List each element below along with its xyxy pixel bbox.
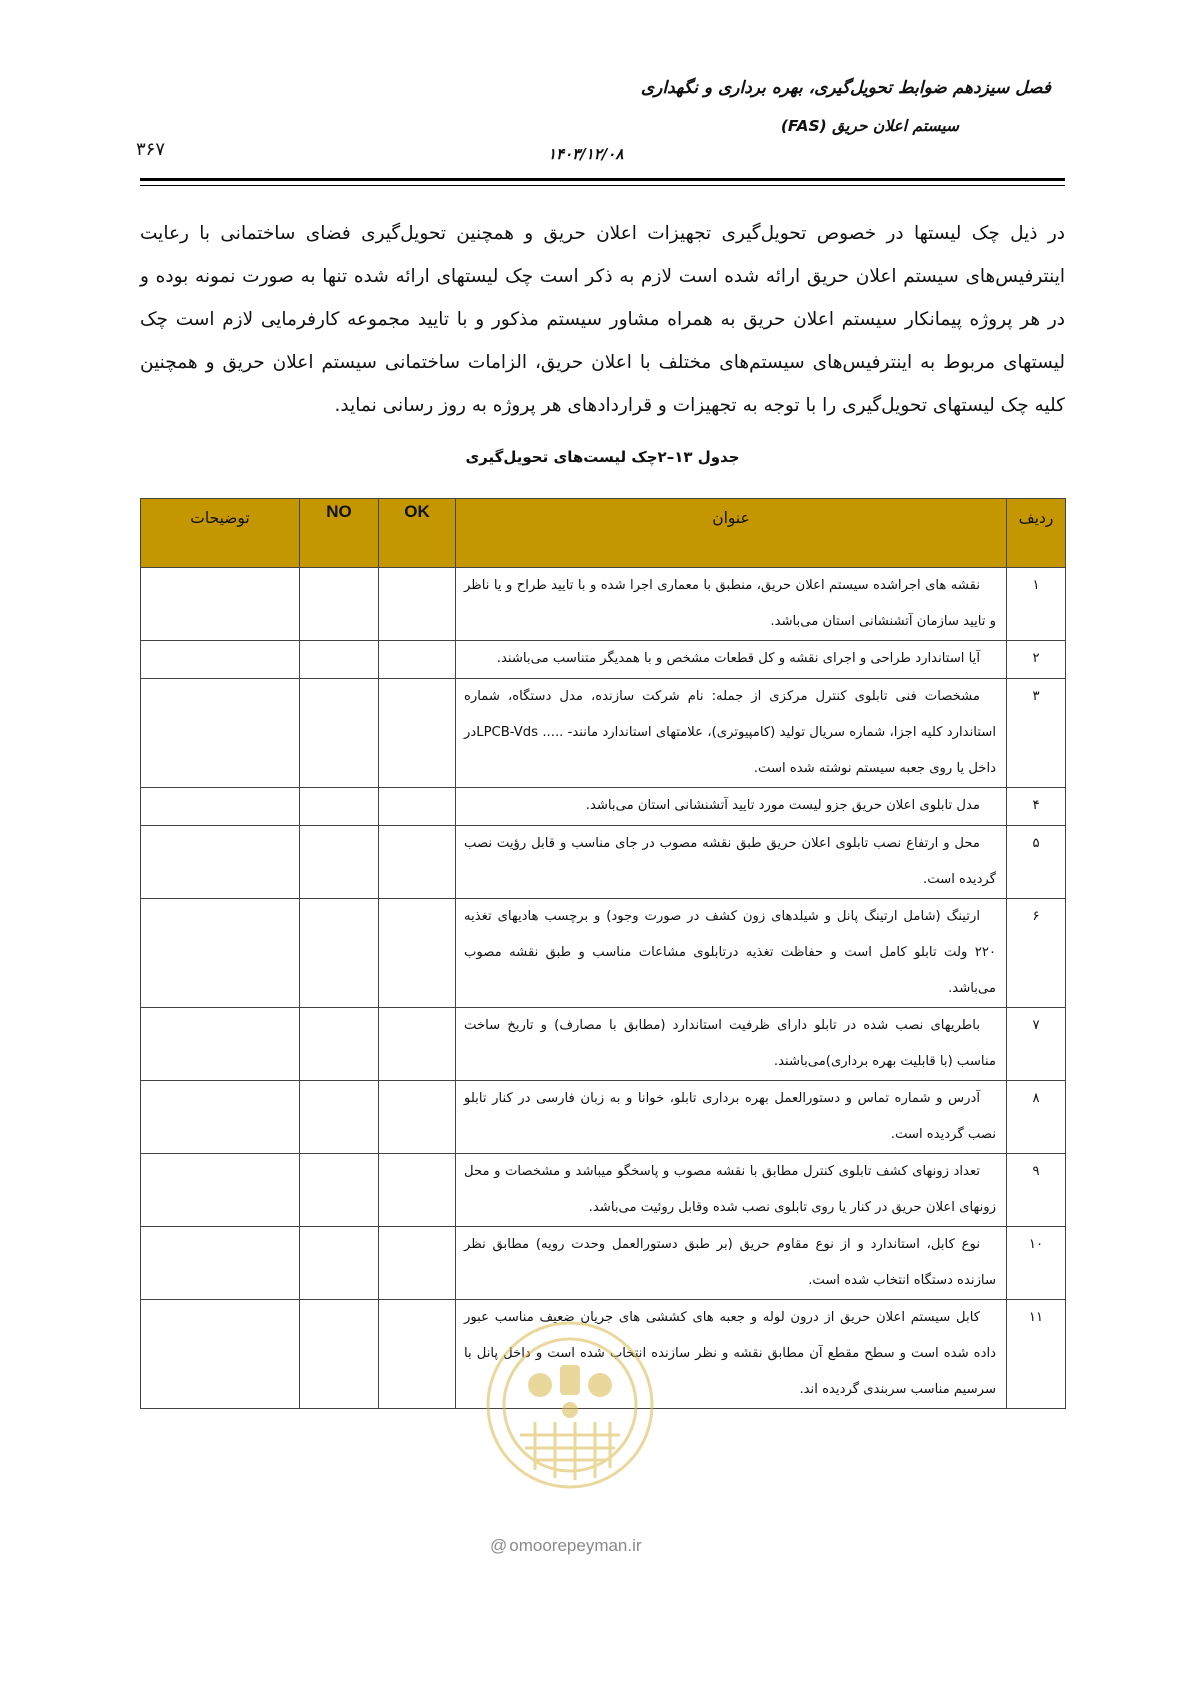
footer-website-text: omoorepeyman.ir (509, 1536, 642, 1555)
no-cell[interactable] (300, 1227, 379, 1300)
notes-cell[interactable] (141, 1300, 300, 1409)
table-header-row (141, 499, 1066, 568)
ok-cell[interactable] (379, 1227, 456, 1300)
row-number: ۶ (1007, 899, 1066, 1008)
row-title-cell (456, 1227, 1007, 1300)
notes-cell[interactable] (141, 899, 300, 1008)
row-title-cell (456, 1154, 1007, 1227)
row-number: ۹ (1007, 1154, 1066, 1227)
footer-website (490, 1536, 642, 1556)
row-number: ۸ (1007, 1081, 1066, 1154)
row-number: ۱۱ (1007, 1300, 1066, 1409)
table-row (141, 1008, 1066, 1081)
row-title-cell (456, 679, 1007, 788)
ok-cell[interactable] (379, 568, 456, 641)
header-rule-thick (140, 178, 1065, 181)
checklist-table (140, 498, 1066, 1409)
row-title: ارتینگ (شامل ارتینگ پانل و شیلدهای زون کشف در صورت وجود) و برچسب هادیهای تغذیه ۲۲۰ ولت تابلو کامل است و حفاظت تغذیه درتابلوی مشاعات مناسب و طبق نقشه مصوب می‌باشد. (464, 909, 996, 996)
no-cell[interactable] (300, 899, 379, 1008)
table-row (141, 899, 1066, 1008)
ok-cell[interactable] (379, 788, 456, 826)
row-number: ۲ (1007, 641, 1066, 679)
notes-cell[interactable] (141, 788, 300, 826)
notes-cell[interactable] (141, 679, 300, 788)
row-number: ۵ (1007, 826, 1066, 899)
row-title: نوع کابل، استاندارد و از نوع مقاوم حریق (بر طبق دستورالعمل وحدت رویه) مطابق نظر سازنده دستگاه انتخاب شده است. (464, 1237, 996, 1288)
row-title-cell (456, 826, 1007, 899)
row-number: ۷ (1007, 1008, 1066, 1081)
at-icon: @ (490, 1536, 508, 1555)
table-row (141, 679, 1066, 788)
ok-cell[interactable] (379, 679, 456, 788)
table-row (141, 568, 1066, 641)
header-title: عنوان (456, 499, 1007, 568)
row-title: مشخصات فنی تابلوی کنترل مرکزی از جمله: نام شرکت سازنده، مدل دستگاه، شماره استاندارد کلیه اجزا، شماره سریال تولید (کامپیوتری)، علامتهای استاندارد مانند- ..... LPCB-Vdsدر داخل یا روی جعبه سیستم نوشته شده است. (464, 689, 996, 776)
table-row (141, 641, 1066, 679)
row-number: ۱۰ (1007, 1227, 1066, 1300)
row-title-cell (456, 899, 1007, 1008)
no-cell[interactable] (300, 788, 379, 826)
no-cell[interactable] (300, 1300, 379, 1409)
notes-cell[interactable] (141, 568, 300, 641)
no-cell[interactable] (300, 568, 379, 641)
header-rule-thin (140, 185, 1065, 186)
table-caption: جدول ۱۳–۲چک لیست‌های تحویل‌گیری (465, 448, 740, 466)
no-cell[interactable] (300, 641, 379, 679)
header-no: NO (300, 499, 379, 568)
header-ok: OK (379, 499, 456, 568)
no-cell[interactable] (300, 1154, 379, 1227)
row-number: ۱ (1007, 568, 1066, 641)
row-title-cell (456, 568, 1007, 641)
chapter-title: فصل سیزدهم ضوابط تحویل‌گیری، بهره برداری و نگهداری (640, 78, 1051, 98)
header-notes: توضیحات (141, 499, 300, 568)
page-number: ۳۶۷ (136, 139, 166, 160)
row-title-cell (456, 788, 1007, 826)
ok-cell[interactable] (379, 899, 456, 1008)
section-title: سیستم اعلان حریق (FAS) (780, 117, 959, 135)
no-cell[interactable] (300, 679, 379, 788)
no-cell[interactable] (300, 826, 379, 899)
row-title-cell (456, 1008, 1007, 1081)
intro-paragraph: در ذیل چک لیستها در خصوص تحویل‌گیری تجهیزات اعلان حریق و همچنین تحویل‌گیری فضای ساختمانی با رعایت اینترفیس‌های سیستم اعلان حریق ارائه شده است لازم به ذکر است چک لیستهای ارائه شده تنها به صورت نمونه بوده و در هر پروژه پیمانکار سیستم اعلان حریق به همراه مشاور سیستم مذکور و با تایید مجموعه کارفرمایی لازم است چک لیستهای مربوط به اینترفیس‌های سیستم‌های مختلف با اعلان حریق، الزامات ساختمانی سیستم اعلان حریق و همچنین کلیه چک لیستهای تحویل‌گیری را با توجه به تجهیزات و قراردادهای هر پروژه به روز رسانی نماید. (140, 223, 1065, 416)
table-row (141, 826, 1066, 899)
table-row (141, 1154, 1066, 1227)
row-title-cell (456, 1081, 1007, 1154)
seal-watermark (475, 1310, 665, 1510)
no-cell[interactable] (300, 1008, 379, 1081)
row-title: محل و ارتفاع نصب تابلوی اعلان حریق طبق نقشه مصوب در جای مناسب و قابل رؤیت نصب گردیده است. (464, 836, 996, 887)
table-row (141, 1227, 1066, 1300)
notes-cell[interactable] (141, 1081, 300, 1154)
notes-cell[interactable] (141, 826, 300, 899)
ok-cell[interactable] (379, 1081, 456, 1154)
row-title: آدرس و شماره تماس و دستورالعمل بهره برداری تابلو، خوانا و به زبان فارسی در کنار تابلو نصب گردیده است. (464, 1091, 996, 1142)
row-number: ۳ (1007, 679, 1066, 788)
document-date: ۱۴۰۳/۱۲/۰۸ (548, 145, 624, 163)
table-row (141, 788, 1066, 826)
notes-cell[interactable] (141, 1154, 300, 1227)
ok-cell[interactable] (379, 641, 456, 679)
row-title: نقشه های اجراشده سیستم اعلان حریق، منطبق با معماری اجرا شده و با تایید طراح و یا ناظر و تایید سازمان آتشنشانی استان می‌باشد. (464, 578, 996, 629)
ok-cell[interactable] (379, 1008, 456, 1081)
ok-cell[interactable] (379, 1300, 456, 1409)
header-row-number: ردیف (1007, 499, 1066, 568)
row-title: مدل تابلوی اعلان حریق جزو لیست مورد تایید آتشنشانی استان می‌باشد. (585, 798, 980, 813)
row-title: آیا استاندارد طراحی و اجرای نقشه و کل قطعات مشخص و با همدیگر متناسب می‌باشند. (496, 651, 980, 666)
row-number: ۴ (1007, 788, 1066, 826)
notes-cell[interactable] (141, 1008, 300, 1081)
row-title: تعداد زونهای کشف تابلوی کنترل مطابق با نقشه مصوب و پاسخگو میباشد و مشخصات و محل زونهای اعلان حریق در کنار یا روی تابلوی نصب شده وقابل روئیت می‌باشد. (464, 1164, 996, 1215)
notes-cell[interactable] (141, 641, 300, 679)
notes-cell[interactable] (141, 1227, 300, 1300)
ok-cell[interactable] (379, 826, 456, 899)
row-title: کابل سیستم اعلان حریق از درون لوله و جعبه های کششی های جریان ضعیف مناسب عبور داده شده است و سطح مقطع آن مطابق نقشه و نظر سازنده انتخاب شده است و داخل پانل با سرسیم مناسب سربندی گردیده اند. (464, 1310, 996, 1397)
ok-cell[interactable] (379, 1154, 456, 1227)
row-title: باطریهای نصب شده در تابلو دارای ظرفیت استاندارد (مطابق با مصارف) و تاریخ ساخت مناسب (با قابلیت بهره برداری)می‌باشند. (464, 1018, 996, 1069)
table-row (141, 1081, 1066, 1154)
no-cell[interactable] (300, 1081, 379, 1154)
row-title-cell (456, 641, 1007, 679)
